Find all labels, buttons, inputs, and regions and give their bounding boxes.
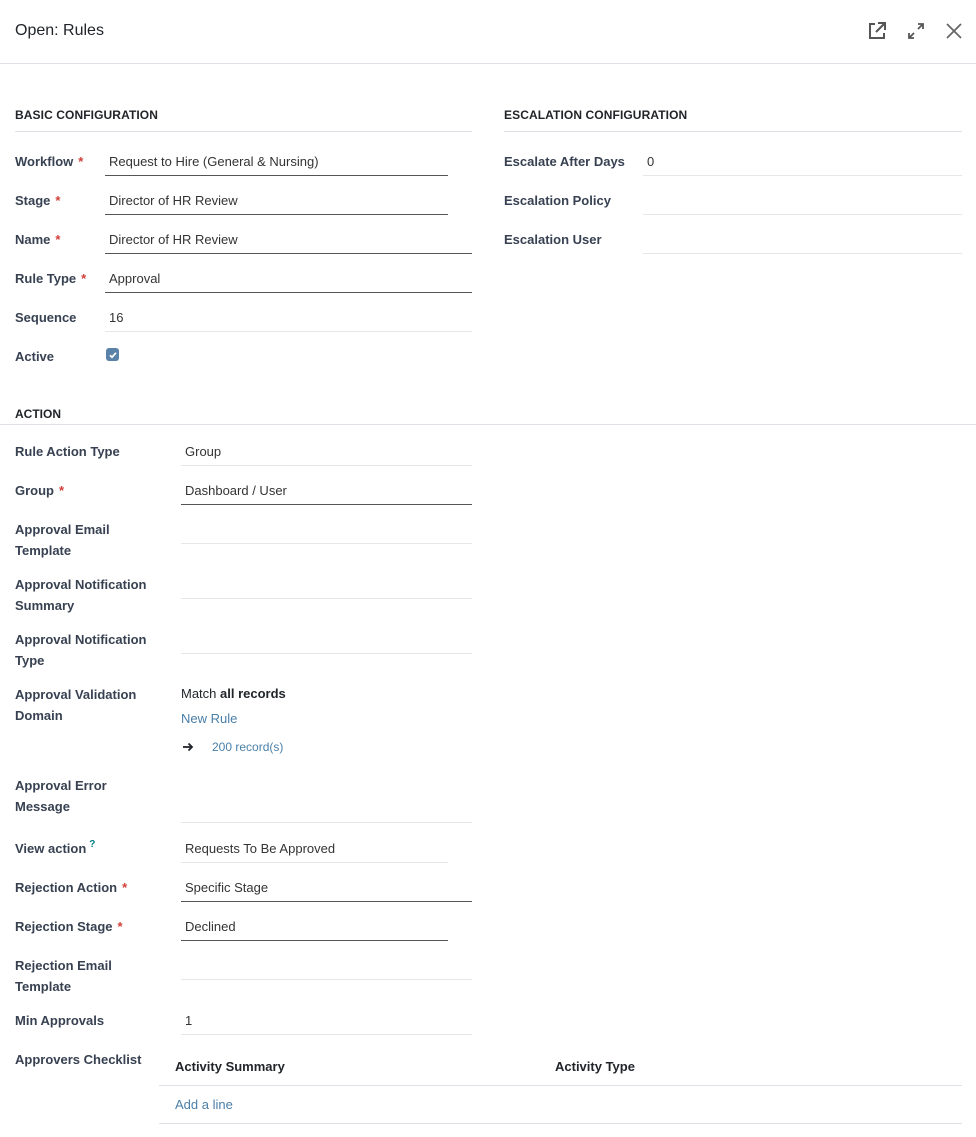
view-action-label: View action ? (15, 839, 96, 856)
table-header-divider (159, 1085, 962, 1086)
name-field[interactable]: Director of HR Review (105, 229, 472, 254)
stage-label: Stage * (15, 193, 61, 208)
dialog-header (0, 0, 976, 64)
dialog-title: Open: Rules (15, 22, 104, 39)
approvers-checklist-label: Approvers Checklist (15, 1052, 142, 1067)
escalation-policy-field[interactable] (643, 190, 962, 215)
rejection-email-template-field[interactable] (181, 955, 472, 980)
close-icon[interactable] (943, 20, 965, 42)
active-label: Active (15, 349, 55, 364)
rule-action-type-label: Rule Action Type (15, 444, 120, 459)
workflow-field[interactable]: Request to Hire (General & Nursing) (105, 151, 448, 176)
add-line-link[interactable]: Add a line (175, 1097, 233, 1112)
expand-icon[interactable] (905, 20, 927, 42)
approval-notification-summary-label: Approval Notification Summary (15, 577, 147, 613)
external-link-icon[interactable] (866, 20, 888, 42)
workflow-label: Workflow * (15, 154, 84, 169)
escalate-after-days-label: Escalate After Days (504, 154, 625, 169)
approval-email-template-label: Approval Email Template (15, 522, 110, 558)
domain-records-link[interactable]: 200 record(s) (212, 740, 284, 754)
arrow-right-icon (181, 740, 195, 754)
group-label: Group * (15, 483, 65, 498)
stage-field[interactable]: Director of HR Review (105, 190, 448, 215)
action-title: ACTION (15, 407, 61, 421)
action-divider (0, 424, 976, 425)
column-activity-type[interactable]: Activity Type (555, 1059, 635, 1074)
rejection-action-field[interactable]: Specific Stage (181, 877, 472, 902)
basic-config-title: BASIC CONFIGURATION (15, 108, 472, 132)
rejection-stage-field[interactable]: Declined (181, 916, 448, 941)
help-tooltip-icon[interactable]: ? (89, 839, 96, 850)
min-approvals-label: Min Approvals (15, 1013, 105, 1028)
rule-type-field[interactable]: Approval (105, 268, 472, 293)
rule-action-type-field[interactable]: Group (181, 441, 472, 466)
escalate-after-days-field[interactable]: 0 (643, 151, 962, 176)
approval-error-message-field[interactable] (181, 798, 472, 823)
domain-match-text: Match all records (181, 686, 286, 701)
check-icon (108, 350, 118, 360)
approval-notification-summary-field[interactable] (181, 574, 472, 599)
min-approvals-field[interactable]: 1 (181, 1010, 472, 1035)
rejection-email-template-label: Rejection Email Template (15, 958, 112, 994)
approval-notification-type-label: Approval Notification Type (15, 632, 147, 668)
group-field[interactable]: Dashboard / User (181, 480, 472, 505)
new-rule-link[interactable]: New Rule (181, 711, 238, 726)
table-footer-divider (159, 1123, 962, 1124)
sequence-label: Sequence (15, 310, 77, 325)
escalation-user-label: Escalation User (504, 232, 602, 247)
rejection-action-label: Rejection Action * (15, 880, 128, 895)
escalation-user-field[interactable] (643, 229, 962, 254)
name-label: Name * (15, 232, 61, 247)
escalation-config-title: ESCALATION CONFIGURATION (504, 108, 962, 132)
escalation-policy-label: Escalation Policy (504, 193, 611, 208)
sequence-field[interactable]: 16 (105, 307, 472, 332)
approval-email-template-field[interactable] (181, 519, 472, 544)
active-checkbox[interactable] (106, 348, 119, 361)
column-activity-summary[interactable]: Activity Summary (175, 1059, 285, 1074)
view-action-field[interactable]: Requests To Be Approved (181, 838, 448, 863)
approval-validation-domain-label: Approval Validation Domain (15, 687, 137, 723)
rejection-stage-label: Rejection Stage * (15, 919, 123, 934)
approval-notification-type-field[interactable] (181, 629, 472, 654)
rule-type-label: Rule Type * (15, 271, 87, 286)
approval-error-message-label: Approval Error Message (15, 778, 107, 814)
